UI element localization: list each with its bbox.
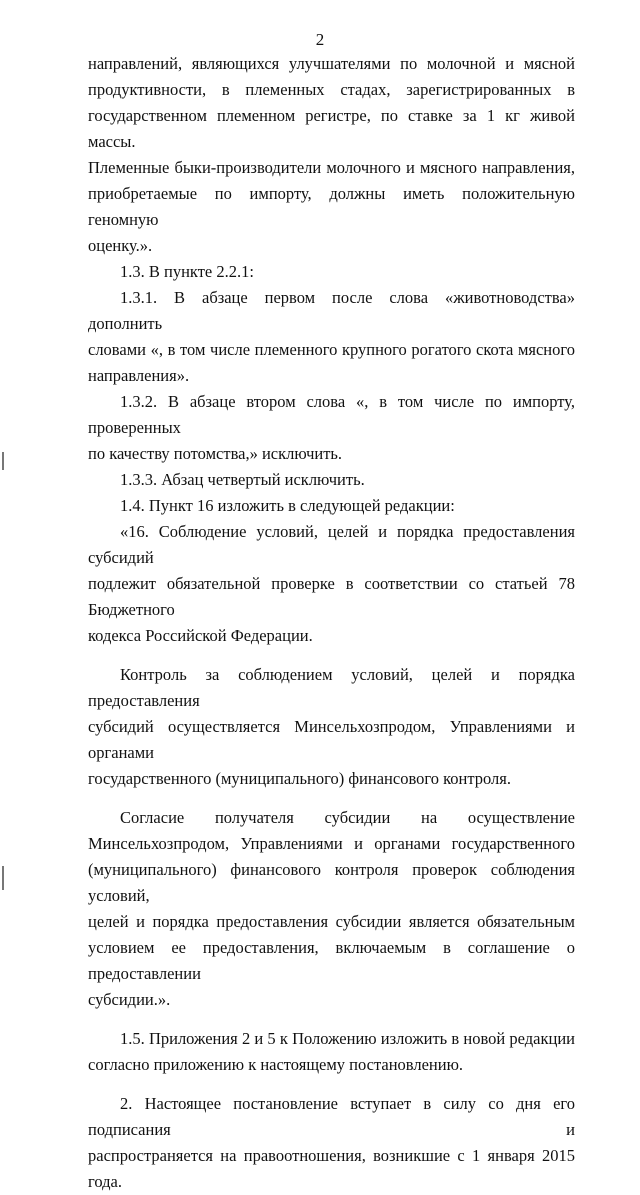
text-line: оценку.». xyxy=(88,236,153,255)
text-line: подлежит обязательной проверке в соответствии со статьей 78 Бюджетного xyxy=(88,574,575,619)
paragraph-2 xyxy=(88,1091,575,1195)
text-line: Племенные быки-производители молочного и мясного направления, xyxy=(88,158,575,177)
text-line: словами «, в том числе племенного крупного рогатого скота мясного xyxy=(88,340,575,359)
paragraph-1-5 xyxy=(88,1026,575,1078)
text-line: согласно приложению к настоящему постановлению. xyxy=(88,1055,464,1074)
paragraph-consent xyxy=(88,805,575,1013)
text-line: «16. Соблюдение условий, целей и порядка предоставления субсидий xyxy=(88,522,575,567)
text-line: Минсельхозпродом, Управлениями и органами государственного xyxy=(88,834,575,853)
text-line: целей и порядка предоставления субсидии является обязательным xyxy=(88,912,575,931)
text-line: распространяется на правоотношения, возникшие с 1 января 2015 года. xyxy=(88,1146,575,1191)
text-line: продуктивности, в племенных стадах, зарегистрированных в xyxy=(88,80,575,99)
paragraph-1-3-1 xyxy=(88,285,575,389)
paragraph-1-4 xyxy=(88,493,575,519)
text-line: (муниципального) финансового контроля проверок соблюдения условий, xyxy=(88,860,575,905)
text-line: государственном племенном регистре, по ставке за 1 кг живой массы. xyxy=(88,106,575,151)
paragraph-1-3 xyxy=(88,259,575,285)
text-line: Согласие получателя субсидии на осуществление xyxy=(120,808,575,827)
page-number: 2 xyxy=(315,30,325,49)
text-line: 1.3.3. Абзац четвертый исключить. xyxy=(120,470,365,489)
text-line: направлений, являющихся улучшателями по молочной и мясной xyxy=(88,54,575,73)
text-line: 1.3.2. В абзаце втором слова «, в том числе по импорту, проверенных xyxy=(88,392,575,437)
scan-edge-mark xyxy=(2,452,4,470)
text-line: субсидий осуществляется Минсельхозпродом, Управлениями и органами xyxy=(88,717,575,762)
text-line: Контроль за соблюдением условий, целей и порядка предоставления xyxy=(88,665,575,710)
document-body xyxy=(88,51,575,1195)
paragraph-control xyxy=(88,662,575,792)
text-line: государственного (муниципального) финансового контроля. xyxy=(88,769,512,788)
paragraph-1-3-3 xyxy=(88,467,575,493)
text-line: приобретаемые по импорту, должны иметь положительную геномную xyxy=(88,184,575,229)
text-line: 1.3.1. В абзаце первом после слова «животноводства» дополнить xyxy=(88,288,575,333)
paragraph-1-3-2 xyxy=(88,389,575,467)
text-line: 2. Настоящее постановление вступает в силу со дня его подписания и xyxy=(88,1094,575,1139)
text-line: 1.5. Приложения 2 и 5 к Положению изложить в новой редакции xyxy=(120,1029,575,1048)
text-line: по качеству потомства,» исключить. xyxy=(88,444,343,463)
text-line: направления». xyxy=(88,366,190,385)
paragraph-16 xyxy=(88,519,575,649)
text-line: условием ее предоставления, включаемым в соглашение о предоставлении xyxy=(88,938,575,983)
text-line: 1.4. Пункт 16 изложить в следующей редакции: xyxy=(120,496,455,515)
paragraph-continuation xyxy=(88,51,575,259)
text-line: субсидии.». xyxy=(88,990,171,1009)
text-line: 1.3. В пункте 2.2.1: xyxy=(120,262,254,281)
scan-edge-mark xyxy=(2,866,4,890)
text-line: кодекса Российской Федерации. xyxy=(88,626,313,645)
